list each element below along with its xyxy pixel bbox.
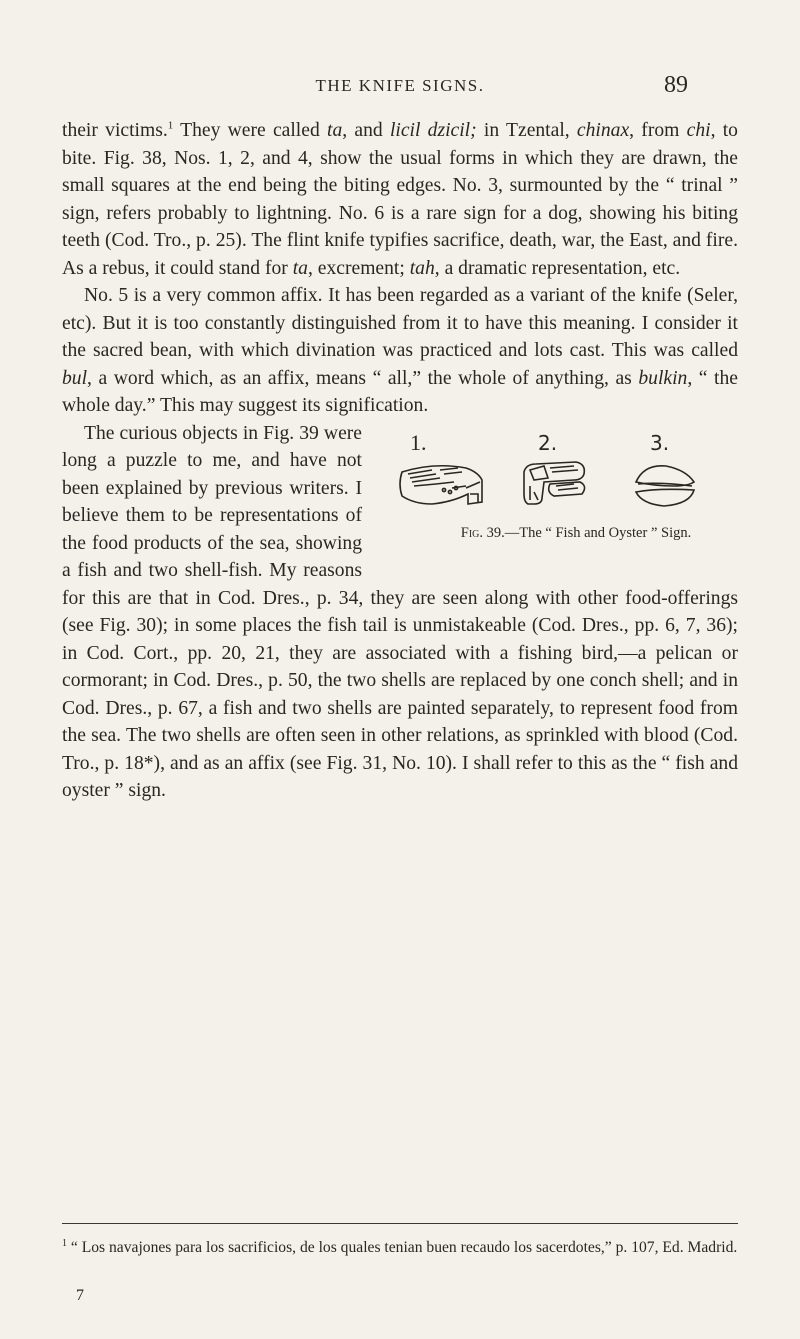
paragraph-2: No. 5 is a very common affix. It has been regarded as a variant of the knife (Seler, etc). But it is too constantly distinguished from it to have this meaning. I consider it the sacred bean, with which divination was practiced and lots cast. This was called bul, a word which, as an affix, means “ all,” the whole of anything, as bulkin, “ the whole day.” This may suggest its signification. <box>62 285 738 416</box>
paragraph-3: 1. 2. 3. Fig. 39.—The “ Fish and Oyster ” Sign. The curious objects in Fig. 39 were long a puzzle to me, and have not been explained by previous writers. I believe them to be representations of the food products of the sea, showing a fish and two shell-fish. My reasons for this are that in Cod. Dres., p. 34, they are seen along with other food-offerings (see Fig. 30); in some places the fish tail is unmistakeable (Cod. Dres., pp. 6, 7, 36); in Cod. Cort., pp. 20, 21, they are associated with a fishing bird,—a pelican or cormorant; in Cod. Dres., p. 50, the two shells are replaced by one conch shell; and in Cod. Dres., p. 67, a fish and two shells are painted separately, to represent food from the sea. The two shells are often seen in other relations, as sprinkled with blood (Cod. Tro., p. 18*), and as an affix (see Fig. 31, No. 10). I shall refer to this as the “ fish and oyster ” sign. <box>62 422 738 801</box>
body-text <box>62 117 738 805</box>
running-head: THE KNIFE SIGNS. <box>315 76 485 95</box>
glyph-label-1: 1. <box>410 429 427 455</box>
page-number: 89 <box>664 72 688 98</box>
oyster-glyph <box>636 465 694 505</box>
figure-39 <box>374 422 738 554</box>
footnote-ref[interactable]: 1 <box>167 119 174 132</box>
fish-glyph <box>400 465 482 503</box>
glyph-label-2: 2. <box>538 430 558 455</box>
footnote: $^1$ “ Los navajones para los sacrificios, de los quales tenian buen recaudo los sacerdotes,” p. 107, Ed. Madrid. <box>62 1237 738 1256</box>
fish-oyster-glyphs <box>374 422 738 522</box>
signature-mark: 7 <box>76 1287 84 1304</box>
shell-glyph <box>524 462 585 504</box>
glyph-label-3: 3. <box>650 430 670 455</box>
footnote-marker: 1 <box>62 1237 67 1249</box>
page-header <box>0 72 800 104</box>
footnote-divider <box>62 1223 738 1224</box>
paragraph-1: their victims.$^1$ They were called ta, and licil dzicil; in Tzental, chinax, from chi, to bite. Fig. 38, Nos. 1, 2, and 4, show the usual forms in which they are drawn, the small squares at the end being the biting edges. No. 3, surmounted by the “ trinal ” sign, refers probably to lightning. No. 6 is a rare sign for a dog, showing his biting teeth (Cod. Tro., p. 25). The flint knife typifies sacrifice, death, war, the East, and fire. As a rebus, it could stand for ta, excrement; tah, a dramatic representation, etc. <box>62 119 738 279</box>
figure-caption: Fig. 39.—The “ Fish and Oyster ” Sign. <box>460 524 692 541</box>
